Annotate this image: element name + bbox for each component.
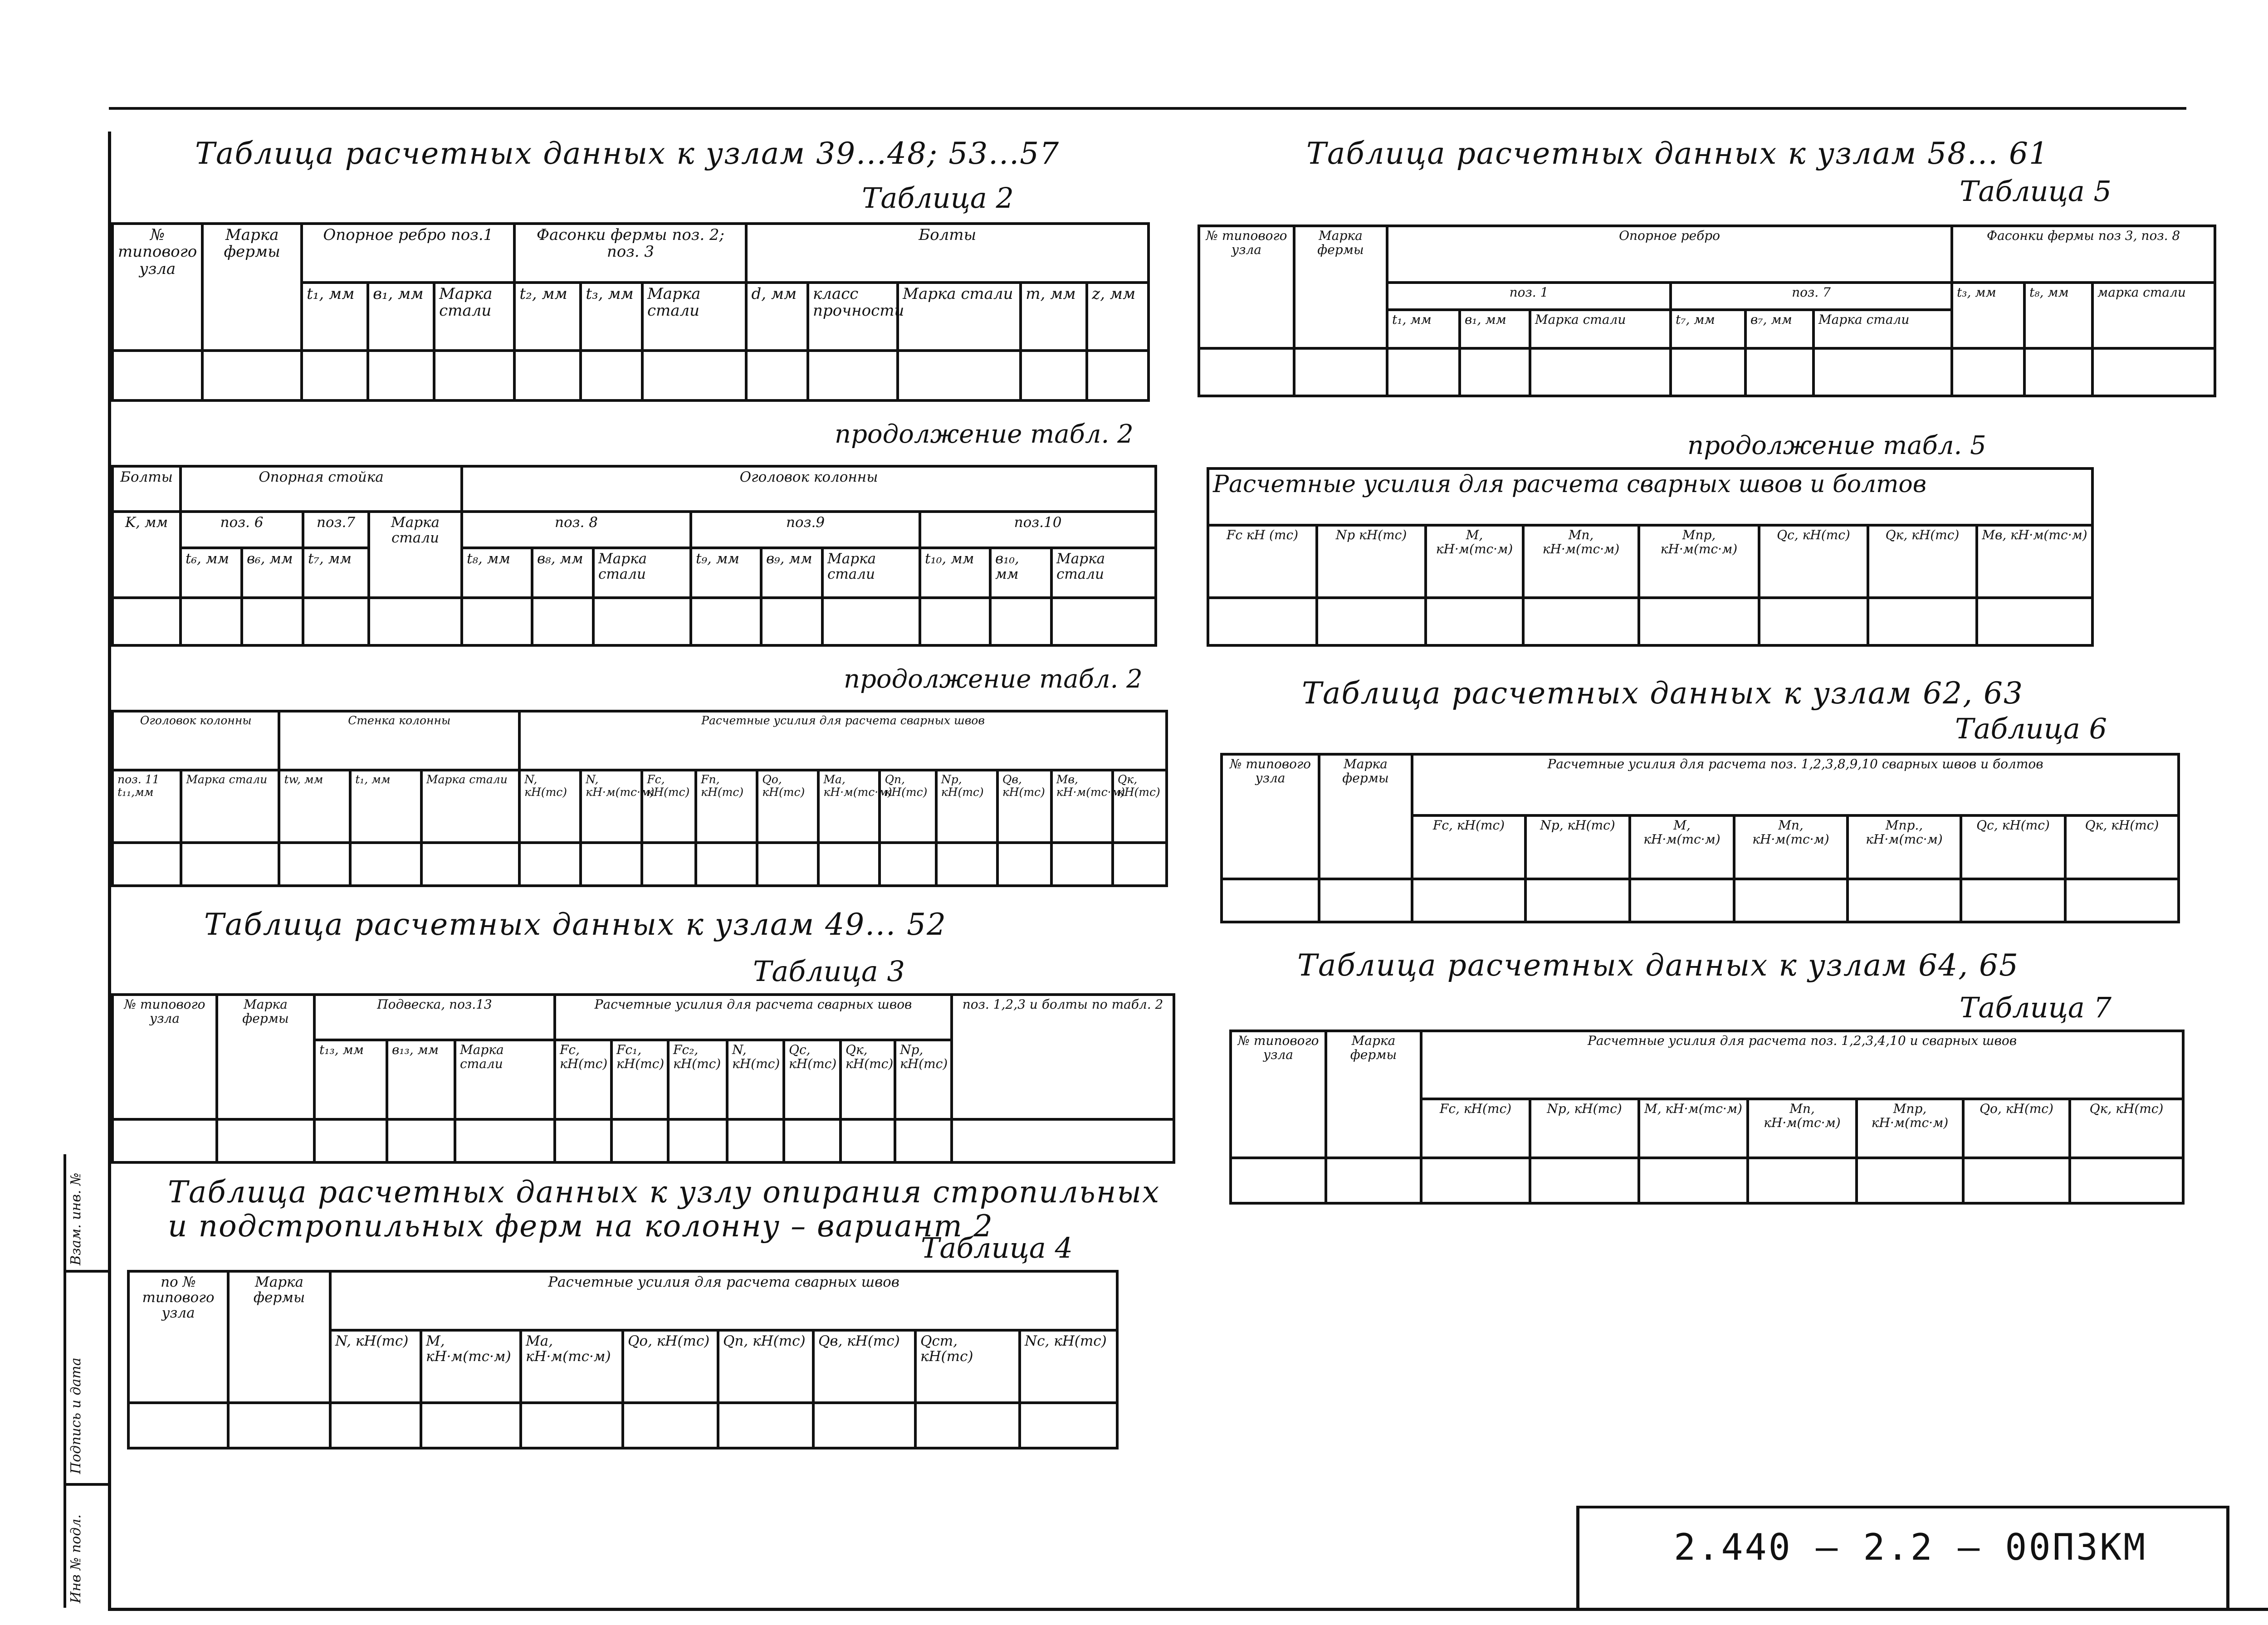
t6-col-fc: Fc, кН(тс) — [1412, 815, 1525, 879]
t3-col-fc: Fc, кН(тс) — [555, 1040, 611, 1119]
t5-header-rib: Опорное ребро — [1387, 226, 1952, 283]
t2b-col-t8: t₈, мм — [462, 548, 532, 598]
t2-col-steel3: Марка стали — [898, 283, 1021, 351]
t5-pos7: поз. 7 — [1671, 283, 1952, 310]
t3-col-np: Nр, кН(тс) — [895, 1040, 952, 1119]
title-block-left-line — [1576, 1506, 1579, 1610]
t5b-col-np: Nр кН(тс) — [1317, 525, 1426, 598]
t2b-col-steel10: Марка стали — [1051, 548, 1156, 598]
table-5 — [1198, 224, 2216, 397]
t2-col-m: m, мм — [1021, 283, 1087, 351]
table-7-label: Таблица 7 — [1960, 991, 2112, 1024]
table-4-label: Таблица 4 — [921, 1231, 1073, 1264]
t2c-header-forces: Расчетные усилия для расчета сварных швов — [519, 711, 1167, 770]
t4-col-m: M, кН·м(тс·м) — [421, 1330, 521, 1403]
t2-header-rib: Опорное ребро поз.1 — [302, 224, 514, 283]
t2c-col-np: Nр, кН(тс) — [936, 770, 997, 843]
t2-header-mark: Марка фермы — [202, 224, 302, 351]
t6-header-forces: Расчетные усилия для расчета поз. 1,2,3,8,9,10 сварных швов и болтов — [1412, 754, 2179, 815]
t2c-pos11-label: поз. 11 — [117, 773, 160, 786]
t2b-col-t10: t₁₀, мм — [920, 548, 990, 598]
t6-col-qc: Qс, кН(тс) — [1961, 815, 2065, 879]
table-2-cont2 — [111, 710, 1168, 887]
table-5-label: Таблица 5 — [1960, 175, 2112, 208]
t2-col-t3: t₃, мм — [581, 283, 642, 351]
t2-col-class: класс прочности — [808, 283, 898, 351]
t5-header-node: № типового узла — [1199, 226, 1294, 348]
t7-header-forces: Расчетные усилия для расчета поз. 1,2,3,4,10 и сварных швов — [1421, 1031, 2183, 1099]
t2b-header-column-head: Оголовок колонны — [462, 466, 1156, 512]
t7-header-mark: Марка фермы — [1326, 1031, 1421, 1158]
t2-col-steel2: Марка стали — [642, 283, 746, 351]
t2c-col-qv: Qв, кН(тс) — [997, 770, 1051, 843]
t6-col-np: Nр, кН(тс) — [1525, 815, 1630, 879]
t2c-col-fp: Fп, кН(тс) — [696, 770, 757, 843]
t4-col-ma: Mа, кН·м(тс·м) — [521, 1330, 623, 1403]
table-6-label: Таблица 6 — [1955, 712, 2107, 745]
t5b-col-mv: Mв, кН·м(тс·м) — [1977, 525, 2092, 598]
t5b-col-qc: Qс, кН(тс) — [1759, 525, 1868, 598]
t4-col-nc: Nс, кН(тс) — [1020, 1330, 1117, 1403]
t2-col-steel1: Марка стали — [434, 283, 514, 351]
t2-col-d: d, мм — [746, 283, 808, 351]
t2c-col-tw: tw, мм — [279, 770, 350, 843]
t2b-col-k: K, мм — [112, 512, 181, 598]
t7-col-m: M, кН·м(тс·м) — [1639, 1099, 1748, 1158]
t5b-header-forces: Расчетные усилия для расчета сварных швов и болтов — [1208, 468, 2092, 525]
t3-header-forces: Расчетные усилия для расчета сварных швов — [555, 995, 952, 1040]
t7-col-mpr: Mпр, кН·м(тс·м) — [1857, 1099, 1963, 1158]
t2c-col-pos11 — [112, 770, 181, 843]
t3-col-steel: Марка стали — [455, 1040, 555, 1119]
t3-col-fc2: Fc₂, кН(тс) — [668, 1040, 727, 1119]
t2b-col-b10: в₁₀, мм — [990, 548, 1051, 598]
t5b-col-mpr: Mпр, кН·м(тс·м) — [1639, 525, 1759, 598]
t3-header-hanger: Подвеска, поз.13 — [314, 995, 555, 1040]
t2b-pos9: поз.9 — [691, 512, 920, 548]
t7-col-fc: Fc, кН(тс) — [1421, 1099, 1530, 1158]
table-3-label: Таблица 3 — [753, 955, 905, 988]
t3-col-fc1: Fc₁, кН(тс) — [611, 1040, 668, 1119]
t2c-col-n: N, кН(тс) — [519, 770, 581, 843]
t2c-header-column-head: Оголовок колонны — [112, 711, 279, 770]
table-row — [1231, 1158, 2183, 1203]
t4-header-mark: Марка фермы — [228, 1271, 330, 1403]
table-2-cont1-label: продолжение табл. 2 — [835, 420, 1134, 449]
t3-header-pos-bolts: поз. 1,2,3 и болты по табл. 2 — [952, 995, 1174, 1119]
frame-top-line — [109, 107, 2186, 110]
t5-col-steel1: Марка стали — [1530, 310, 1671, 348]
t3-col-b13: в₁₃, мм — [387, 1040, 455, 1119]
table-2-cont1 — [111, 465, 1157, 647]
stamp-strip-div2 — [64, 1483, 109, 1486]
t5-col-steel-gusset: марка стали — [2092, 283, 2215, 348]
t2b-col-b8: в₈, мм — [532, 548, 593, 598]
t5-col-t3: t₃, мм — [1952, 283, 2024, 348]
side-stamp-zam-inv: Взам. инв. № — [68, 1172, 84, 1265]
t4-header-node: по № типового узла — [128, 1271, 228, 1403]
t2c-col-steel-web: Марка стали — [421, 770, 519, 843]
document-code: 2.440 – 2.2 – 00ПЗКМ — [1674, 1526, 2147, 1568]
table-row — [1199, 348, 2215, 396]
t4-header-forces: Расчетные усилия для расчета сварных швов — [330, 1271, 1117, 1330]
table-2-title: Таблица расчетных данных к узлам 39...48; 53...57 — [195, 136, 1060, 171]
t4-col-qp: Qп, кН(тс) — [718, 1330, 813, 1403]
t2b-header-bolts: Болты — [112, 466, 181, 512]
t2c-col-tf: t₁, мм — [350, 770, 421, 843]
t2b-pos10: поз.10 — [920, 512, 1156, 548]
t2b-pos7: поз.7 — [303, 512, 369, 548]
t2c-col-n2: N, кН·м(тс·м) — [581, 770, 642, 843]
table-2 — [111, 222, 1150, 402]
t6-col-m: M, кН·м(тс·м) — [1630, 815, 1734, 879]
table-5-cont — [1207, 467, 2094, 647]
table-5-cont-label: продолжение табл. 5 — [1687, 431, 1986, 460]
t5-pos1: поз. 1 — [1387, 283, 1671, 310]
t7-col-qo: Qо, кН(тс) — [1963, 1099, 2070, 1158]
side-stamp-signature-date: Подпись и дата — [68, 1357, 84, 1474]
t2b-col-t6: t₆, мм — [181, 548, 242, 598]
frame-left-line — [108, 132, 111, 1609]
t2b-col-steel8: Марка стали — [593, 548, 691, 598]
t4-col-qv: Qв, кН(тс) — [813, 1330, 915, 1403]
t4-col-qst: Qст, кН(тс) — [915, 1330, 1020, 1403]
t2b-col-t7: t₇, мм — [303, 548, 369, 598]
t5b-col-m: M, кН·м(тс·м) — [1426, 525, 1523, 598]
t2b-col-steel-post: Марка стали — [369, 512, 462, 598]
table-6 — [1220, 753, 2180, 923]
table-2-cont2-label: продолжение табл. 2 — [844, 664, 1143, 694]
t2-header-gussets: Фасонки фермы поз. 2; поз. 3 — [514, 224, 746, 283]
t3-col-n: N, кН(тс) — [727, 1040, 784, 1119]
table-6-title: Таблица расчетных данных к узлам 62, 63 — [1302, 676, 2024, 711]
t5b-col-fc: Fc кН (тс) — [1208, 525, 1317, 598]
t2c-header-column-web: Стенка колонны — [279, 711, 519, 770]
table-5-title: Таблица расчетных данных к узлам 58... 61 — [1306, 136, 2049, 171]
t3-header-node: № типового узла — [112, 995, 217, 1119]
table-row — [128, 1403, 1117, 1448]
t2b-col-b6: в₆, мм — [242, 548, 303, 598]
t6-col-mp: Mп, кН·м(тс·м) — [1734, 815, 1848, 879]
t2c-col-fc: Fc, кН(тс) — [642, 770, 696, 843]
table-row — [1208, 598, 2092, 645]
t5-col-b1: в₁, мм — [1460, 310, 1530, 348]
stamp-strip-div1 — [64, 1270, 109, 1273]
table-7-title: Таблица расчетных данных к узлам 64, 65 — [1297, 948, 2019, 983]
t7-col-mp: Mп, кН·м(тс·м) — [1748, 1099, 1857, 1158]
t3-col-t13: t₁₃, мм — [314, 1040, 387, 1119]
table-row — [112, 1119, 1174, 1162]
t6-header-mark: Марка фермы — [1319, 754, 1412, 879]
table-2-label: Таблица 2 — [862, 181, 1014, 215]
table-4-title-line1: Таблица расчетных данных к узлу опирания стропильных — [168, 1175, 1160, 1210]
t2-header-node: № типового узла — [112, 224, 202, 351]
t2-header-bolts: Болты — [746, 224, 1149, 283]
t6-col-qk: Qк, кН(тс) — [2065, 815, 2179, 879]
t2-col-z: z, мм — [1087, 283, 1149, 351]
table-row — [1222, 879, 2179, 922]
t6-col-mpr: Mпр., кН·м(тс·м) — [1848, 815, 1961, 879]
table-3 — [111, 993, 1175, 1164]
t5-col-t7: t₇, мм — [1671, 310, 1745, 348]
t7-header-node: № типового узла — [1231, 1031, 1326, 1158]
t2b-col-t9: t₉, мм — [691, 548, 761, 598]
t3-col-qc: Qc, кН(тс) — [784, 1040, 841, 1119]
side-stamp-inv-podl: Инв № подл. — [68, 1514, 84, 1603]
t2c-col-steel11: Марка стали — [181, 770, 279, 843]
table-row — [112, 843, 1167, 886]
t5-col-steel7: Марка стали — [1813, 310, 1952, 348]
table-3-title: Таблица расчетных данных к узлам 49... 52 — [204, 907, 947, 942]
t5b-col-qk: Qк, кН(тс) — [1868, 525, 1977, 598]
t5-col-b7: в₇, мм — [1745, 310, 1813, 348]
t3-header-mark: Марка фермы — [217, 995, 314, 1119]
table-7 — [1229, 1030, 2185, 1205]
t2b-header-support-post: Опорная стойка — [181, 466, 462, 512]
t2-col-t2: t₂, мм — [514, 283, 581, 351]
t6-header-node: № типового узла — [1222, 754, 1319, 879]
t2b-pos6: поз. 6 — [181, 512, 303, 548]
frame-bottom-line — [108, 1608, 2268, 1611]
t5-header-gussets: Фасонки фермы поз 3, поз. 8 — [1952, 226, 2215, 283]
t5-header-mark: Марка фермы — [1294, 226, 1387, 348]
t2-col-t1: t₁, мм — [302, 283, 368, 351]
table-row — [112, 598, 1156, 645]
t2c-col-mv: Mв, кН·м(тс·м) — [1051, 770, 1113, 843]
stamp-strip-left-line — [64, 1154, 66, 1608]
t3-col-qk: Qк, кН(тс) — [841, 1040, 895, 1119]
t7-col-np: Nр, кН(тс) — [1530, 1099, 1639, 1158]
t2b-pos8: поз. 8 — [462, 512, 691, 548]
t4-col-qo: Qо, кН(тс) — [623, 1330, 718, 1403]
t2b-col-b9: в₉, мм — [761, 548, 822, 598]
t7-col-qk: Qк, кН(тс) — [2070, 1099, 2183, 1158]
t5b-col-mp: Mп, кН·м(тс·м) — [1523, 525, 1639, 598]
t2-col-b1: в₁, мм — [368, 283, 434, 351]
t2c-col-t11: t₁₁,мм — [117, 785, 154, 799]
table-row — [112, 351, 1149, 400]
title-block-right-line — [2226, 1506, 2229, 1610]
t4-col-n: N, кН(тс) — [330, 1330, 421, 1403]
t2b-col-steel9: Марка стали — [822, 548, 920, 598]
t2c-col-qo: Qо, кН(тс) — [757, 770, 818, 843]
t5-col-t8: t₈, мм — [2024, 283, 2092, 348]
table-4-title-line2: и подстропильных ферм на колонну – вариант 2 — [168, 1209, 993, 1244]
t2c-col-qp: Qп, кН(тс) — [880, 770, 936, 843]
table-4 — [127, 1270, 1119, 1449]
title-block-top-line — [1576, 1506, 2229, 1508]
t2c-col-ma: Mа, кН·м(тс·м) — [818, 770, 880, 843]
t2c-col-qk: Qк, кН(тс) — [1113, 770, 1167, 843]
t5-col-t1: t₁, мм — [1387, 310, 1460, 348]
